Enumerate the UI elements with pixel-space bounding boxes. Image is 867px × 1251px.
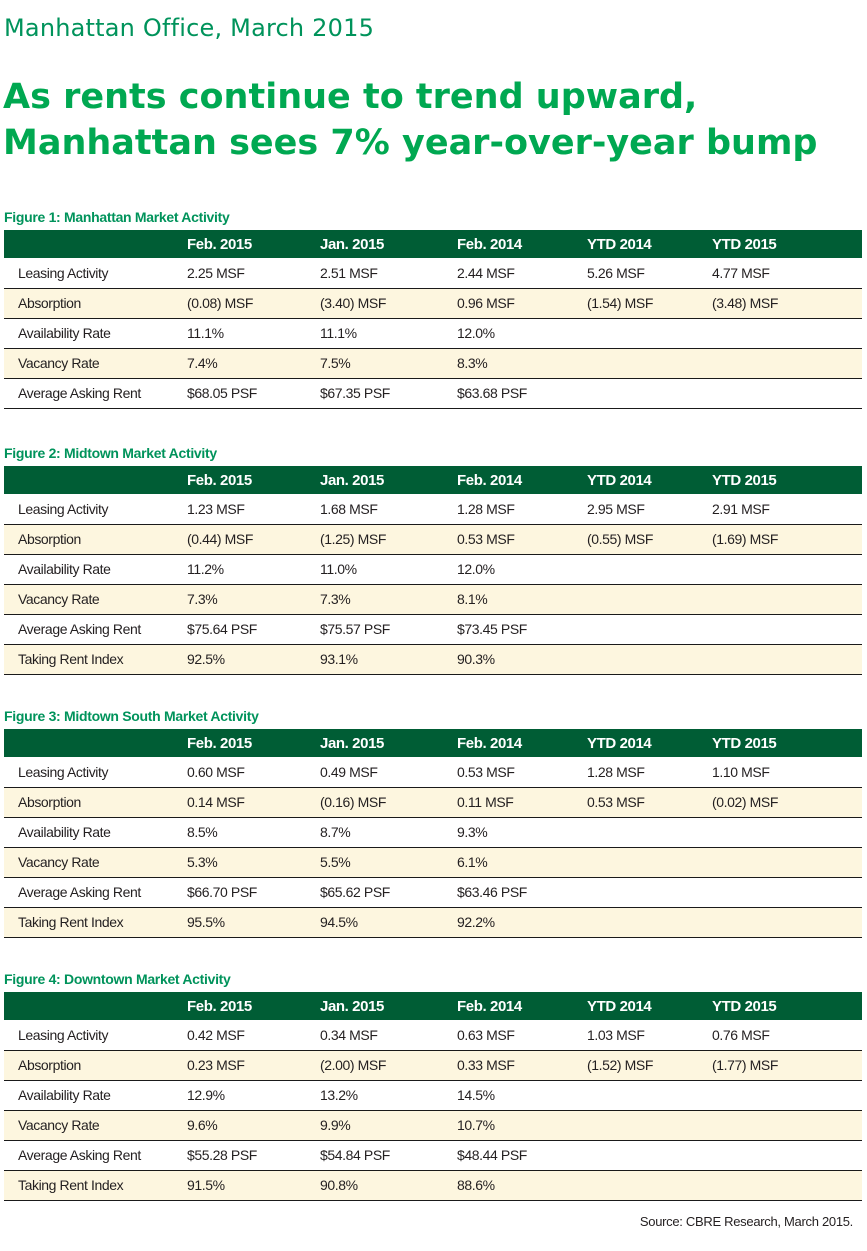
table-header-row bbox=[4, 729, 862, 757]
metric-value: (0.08) MSF bbox=[187, 295, 254, 311]
market-activity-table bbox=[4, 729, 862, 938]
metric-label: Vacancy Rate bbox=[18, 854, 100, 870]
metric-value bbox=[587, 907, 712, 937]
column-header: Jan. 2015 bbox=[320, 471, 384, 489]
metric-value: (2.00) MSF bbox=[320, 1057, 387, 1073]
metric-value: 0.14 MSF bbox=[187, 794, 245, 810]
metric-value: $55.28 PSF bbox=[187, 1147, 257, 1163]
metric-value: (1.54) MSF bbox=[587, 295, 654, 311]
metric-label: Availability Rate bbox=[18, 561, 111, 577]
metric-value: 7.3% bbox=[320, 591, 351, 607]
metric-value: (0.02) MSF bbox=[712, 794, 779, 810]
figure-midtown bbox=[4, 444, 862, 675]
metric-label: Leasing Activity bbox=[18, 500, 109, 517]
metric-value bbox=[712, 348, 862, 378]
metric-value: 91.5% bbox=[187, 1177, 225, 1193]
metric-value bbox=[587, 1080, 712, 1110]
table-row bbox=[4, 614, 862, 644]
metric-value: 8.7% bbox=[320, 824, 351, 840]
metric-value bbox=[712, 817, 862, 847]
metric-value: $67.35 PSF bbox=[320, 385, 390, 401]
metric-label: Absorption bbox=[18, 1057, 81, 1073]
column-header: Feb. 2015 bbox=[187, 471, 252, 489]
table-row bbox=[4, 757, 862, 787]
column-header: Feb. 2015 bbox=[187, 734, 252, 752]
table-row bbox=[4, 1020, 862, 1050]
metric-value bbox=[587, 584, 712, 614]
metric-label: Vacancy Rate bbox=[18, 355, 100, 371]
metric-value: 93.1% bbox=[320, 651, 358, 667]
table-row bbox=[4, 787, 862, 817]
metric-label: Absorption bbox=[18, 531, 81, 547]
column-header: Jan. 2015 bbox=[320, 734, 384, 752]
metric-value: 7.4% bbox=[187, 355, 218, 371]
market-activity-table bbox=[4, 230, 862, 409]
metric-value bbox=[712, 1140, 862, 1170]
metric-value: 8.3% bbox=[457, 355, 488, 371]
metric-value: 0.76 MSF bbox=[712, 1026, 770, 1043]
table-row bbox=[4, 1110, 862, 1140]
metric-value: 0.60 MSF bbox=[187, 763, 245, 780]
table-row bbox=[4, 554, 862, 584]
metric-value: 6.1% bbox=[457, 854, 488, 870]
figure-title: Figure 2: Midtown Market Activity bbox=[4, 445, 217, 461]
metric-value: (3.40) MSF bbox=[320, 295, 387, 311]
metric-value bbox=[712, 318, 862, 348]
metric-value: 90.8% bbox=[320, 1177, 358, 1193]
metric-label: Taking Rent Index bbox=[18, 651, 124, 667]
table-row bbox=[4, 348, 862, 378]
column-header: Feb. 2014 bbox=[457, 734, 522, 752]
table-row bbox=[4, 1080, 862, 1110]
table-header-row bbox=[4, 230, 862, 258]
column-header bbox=[4, 466, 187, 494]
metric-value: 92.5% bbox=[187, 651, 225, 667]
metric-value: 1.10 MSF bbox=[712, 763, 770, 780]
table-row bbox=[4, 907, 862, 937]
report-kicker: Manhattan Office, March 2015 bbox=[4, 14, 375, 42]
metric-label: Absorption bbox=[18, 794, 81, 810]
table-row bbox=[4, 847, 862, 877]
metric-label: Availability Rate bbox=[18, 1087, 111, 1103]
metric-value: $68.05 PSF bbox=[187, 385, 257, 401]
metric-value bbox=[587, 817, 712, 847]
column-header: Feb. 2015 bbox=[187, 235, 252, 253]
metric-value: 0.63 MSF bbox=[457, 1026, 515, 1043]
metric-label: Average Asking Rent bbox=[18, 385, 141, 401]
metric-value: $75.57 PSF bbox=[320, 621, 390, 637]
metric-value: 88.6% bbox=[457, 1177, 495, 1193]
metric-value bbox=[587, 877, 712, 907]
metric-value: 0.53 MSF bbox=[457, 763, 515, 780]
metric-value: 9.3% bbox=[457, 824, 488, 840]
metric-value bbox=[587, 348, 712, 378]
metric-value bbox=[712, 847, 862, 877]
metric-value bbox=[712, 554, 862, 584]
metric-value bbox=[587, 318, 712, 348]
metric-value: (0.55) MSF bbox=[587, 531, 654, 547]
column-header: YTD 2014 bbox=[587, 235, 652, 253]
figure-title: Figure 1: Manhattan Market Activity bbox=[4, 209, 230, 225]
metric-value bbox=[712, 1080, 862, 1110]
metric-value: 0.42 MSF bbox=[187, 1026, 245, 1043]
metric-label: Taking Rent Index bbox=[18, 914, 124, 930]
metric-label: Availability Rate bbox=[18, 325, 111, 341]
metric-value: 1.68 MSF bbox=[320, 500, 378, 517]
metric-value: $73.45 PSF bbox=[457, 621, 527, 637]
metric-value: 10.7% bbox=[457, 1117, 495, 1133]
metric-value: (1.77) MSF bbox=[712, 1057, 779, 1073]
metric-label: Average Asking Rent bbox=[18, 884, 141, 900]
metric-value: 0.23 MSF bbox=[187, 1057, 245, 1073]
table-header-row bbox=[4, 992, 862, 1020]
table-row bbox=[4, 288, 862, 318]
table-row bbox=[4, 584, 862, 614]
table-row bbox=[4, 258, 862, 288]
column-header: YTD 2014 bbox=[587, 734, 652, 752]
metric-value: 2.95 MSF bbox=[587, 500, 645, 517]
metric-value: 8.1% bbox=[457, 591, 488, 607]
metric-value bbox=[587, 644, 712, 674]
metric-value: 1.23 MSF bbox=[187, 500, 245, 517]
headline bbox=[3, 74, 863, 166]
metric-value: 95.5% bbox=[187, 914, 225, 930]
metric-value: $54.84 PSF bbox=[320, 1147, 390, 1163]
metric-value: 2.51 MSF bbox=[320, 264, 378, 281]
metric-value: (0.44) MSF bbox=[187, 531, 254, 547]
metric-value bbox=[712, 877, 862, 907]
column-header bbox=[4, 230, 187, 258]
figure-manhattan bbox=[4, 208, 862, 409]
metric-value: $63.46 PSF bbox=[457, 884, 527, 900]
metric-value: 7.3% bbox=[187, 591, 218, 607]
metric-value: $48.44 PSF bbox=[457, 1147, 527, 1163]
metric-label: Leasing Activity bbox=[18, 264, 109, 281]
column-header: YTD 2015 bbox=[712, 997, 777, 1015]
source-note: Source: CBRE Research, March 2015. bbox=[639, 1214, 853, 1229]
metric-value bbox=[587, 554, 712, 584]
metric-value: 0.11 MSF bbox=[457, 794, 514, 810]
metric-value: 12.9% bbox=[187, 1087, 225, 1103]
metric-value bbox=[587, 1140, 712, 1170]
metric-value: 5.3% bbox=[187, 854, 218, 870]
table-row bbox=[4, 494, 862, 524]
metric-label: Average Asking Rent bbox=[18, 621, 141, 637]
metric-label: Leasing Activity bbox=[18, 1026, 109, 1043]
metric-value: 13.2% bbox=[320, 1087, 358, 1103]
metric-value: $66.70 PSF bbox=[187, 884, 257, 900]
metric-value: (1.25) MSF bbox=[320, 531, 387, 547]
metric-value: 92.2% bbox=[457, 914, 495, 930]
metric-label: Vacancy Rate bbox=[18, 591, 100, 607]
metric-value: 7.5% bbox=[320, 355, 351, 371]
metric-value: 12.0% bbox=[457, 561, 495, 577]
table-row bbox=[4, 524, 862, 554]
column-header: YTD 2015 bbox=[712, 734, 777, 752]
metric-value bbox=[712, 644, 862, 674]
column-header: Jan. 2015 bbox=[320, 997, 384, 1015]
metric-value: 11.0% bbox=[320, 561, 357, 577]
table-row bbox=[4, 1050, 862, 1080]
table-header-row bbox=[4, 466, 862, 494]
table-row bbox=[4, 1140, 862, 1170]
metric-value: 0.34 MSF bbox=[320, 1026, 378, 1043]
metric-value bbox=[712, 584, 862, 614]
metric-value bbox=[587, 378, 712, 408]
metric-value: 11.1% bbox=[187, 325, 224, 341]
column-header: Feb. 2014 bbox=[457, 471, 522, 489]
column-header: Jan. 2015 bbox=[320, 235, 384, 253]
metric-value: 1.03 MSF bbox=[587, 1026, 645, 1043]
metric-value: 0.96 MSF bbox=[457, 295, 515, 311]
column-header: YTD 2015 bbox=[712, 471, 777, 489]
metric-value: $63.68 PSF bbox=[457, 385, 527, 401]
metric-value: 9.9% bbox=[320, 1117, 351, 1133]
headline-line-2: Manhattan sees 7% year-over-year bump bbox=[3, 123, 818, 163]
column-header bbox=[4, 992, 187, 1020]
metric-value: 90.3% bbox=[457, 651, 495, 667]
metric-value: 0.33 MSF bbox=[457, 1057, 515, 1073]
metric-value: $75.64 PSF bbox=[187, 621, 257, 637]
metric-label: Average Asking Rent bbox=[18, 1147, 141, 1163]
metric-value: 14.5% bbox=[457, 1087, 495, 1103]
metric-value bbox=[587, 847, 712, 877]
metric-value: 1.28 MSF bbox=[457, 500, 515, 517]
metric-value: 9.6% bbox=[187, 1117, 218, 1133]
market-activity-table bbox=[4, 992, 862, 1201]
metric-label: Availability Rate bbox=[18, 824, 111, 840]
metric-value: 5.26 MSF bbox=[587, 264, 645, 281]
table-row bbox=[4, 817, 862, 847]
metric-value: 12.0% bbox=[457, 325, 495, 341]
figure-title: Figure 3: Midtown South Market Activity bbox=[4, 708, 259, 724]
metric-value: 94.5% bbox=[320, 914, 358, 930]
column-header: Feb. 2015 bbox=[187, 997, 252, 1015]
column-header: YTD 2014 bbox=[587, 997, 652, 1015]
table-row bbox=[4, 1170, 862, 1200]
headline-line-1: As rents continue to trend upward, bbox=[3, 77, 698, 117]
metric-value: 1.28 MSF bbox=[587, 763, 645, 780]
metric-label: Vacancy Rate bbox=[18, 1117, 100, 1133]
metric-value: 5.5% bbox=[320, 854, 351, 870]
metric-value: 0.49 MSF bbox=[320, 763, 378, 780]
metric-label: Leasing Activity bbox=[18, 763, 109, 780]
metric-value bbox=[712, 1110, 862, 1140]
metric-value bbox=[712, 614, 862, 644]
column-header bbox=[4, 729, 187, 757]
metric-value bbox=[587, 614, 712, 644]
figure-title: Figure 4: Downtown Market Activity bbox=[4, 971, 231, 987]
column-header: YTD 2015 bbox=[712, 235, 777, 253]
market-activity-table bbox=[4, 466, 862, 675]
metric-value: 8.5% bbox=[187, 824, 218, 840]
metric-label: Absorption bbox=[18, 295, 81, 311]
metric-value bbox=[712, 907, 862, 937]
metric-value bbox=[712, 1170, 862, 1200]
metric-value bbox=[587, 1110, 712, 1140]
table-row bbox=[4, 644, 862, 674]
metric-value: 4.77 MSF bbox=[712, 264, 770, 281]
column-header: Feb. 2014 bbox=[457, 997, 522, 1015]
metric-value: (0.16) MSF bbox=[320, 794, 387, 810]
table-row bbox=[4, 877, 862, 907]
column-header: Feb. 2014 bbox=[457, 235, 522, 253]
metric-value bbox=[712, 378, 862, 408]
metric-value bbox=[587, 1170, 712, 1200]
metric-value: 2.25 MSF bbox=[187, 264, 245, 281]
metric-value: $65.62 PSF bbox=[320, 884, 390, 900]
metric-value: 11.1% bbox=[320, 325, 357, 341]
metric-value: (1.52) MSF bbox=[587, 1057, 654, 1073]
metric-value: 2.44 MSF bbox=[457, 264, 515, 281]
metric-value: 2.91 MSF bbox=[712, 500, 770, 517]
metric-value: 11.2% bbox=[187, 561, 224, 577]
figure-downtown bbox=[4, 970, 862, 1201]
column-header: YTD 2014 bbox=[587, 471, 652, 489]
table-row bbox=[4, 378, 862, 408]
metric-value: (3.48) MSF bbox=[712, 295, 779, 311]
metric-value: (1.69) MSF bbox=[712, 531, 779, 547]
metric-value: 0.53 MSF bbox=[587, 794, 645, 810]
table-row bbox=[4, 318, 862, 348]
metric-label: Taking Rent Index bbox=[18, 1177, 124, 1193]
metric-value: 0.53 MSF bbox=[457, 531, 515, 547]
figure-midtown-south bbox=[4, 707, 862, 938]
